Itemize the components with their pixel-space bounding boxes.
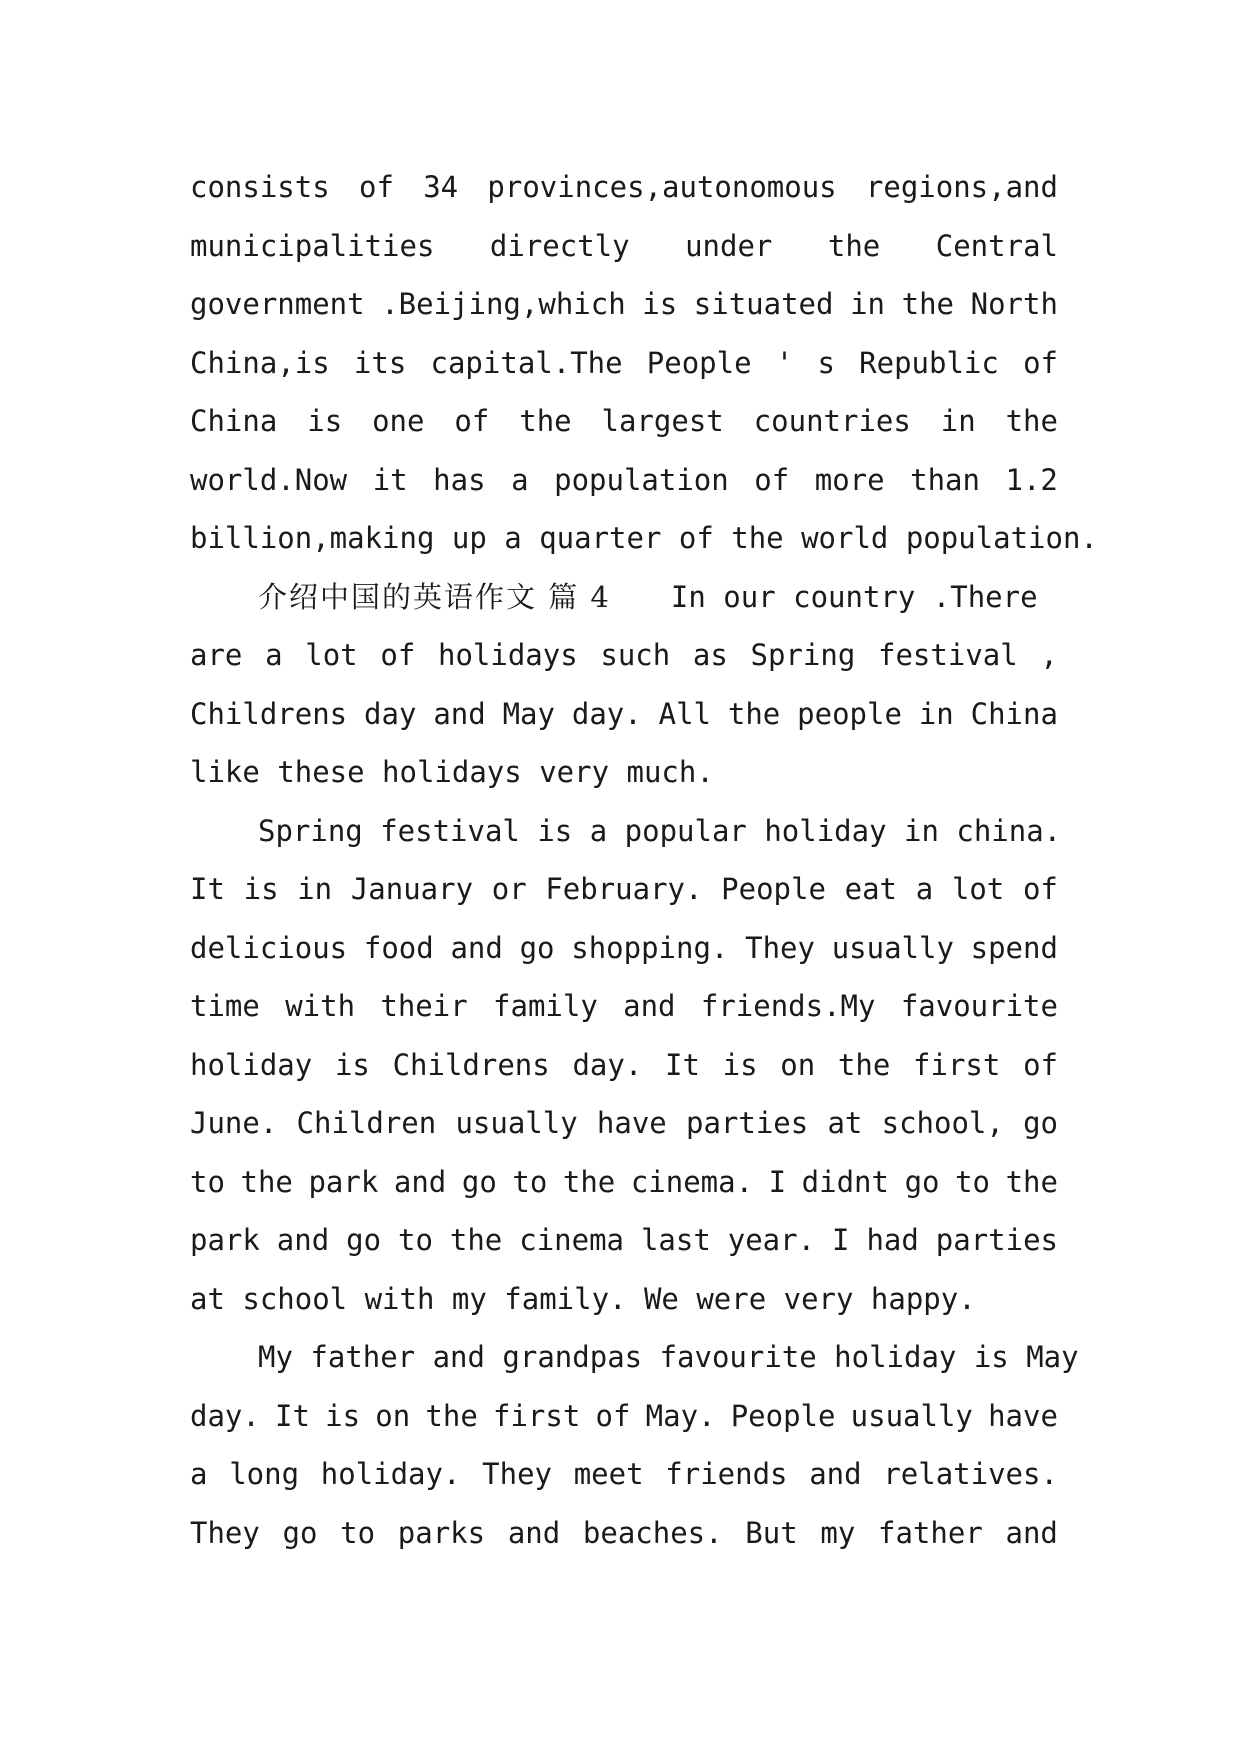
text-line: billion,making up a quarter of the world population. bbox=[190, 521, 1098, 555]
word: parks bbox=[397, 1515, 486, 1550]
word: time bbox=[190, 989, 260, 1023]
word: holiday bbox=[190, 1047, 313, 1082]
text-line bbox=[190, 977, 1058, 1036]
word: is bbox=[642, 287, 678, 321]
word: I bbox=[832, 1223, 850, 1257]
word: directly bbox=[489, 228, 630, 263]
word: and bbox=[507, 1515, 561, 1550]
word: People bbox=[730, 1398, 836, 1433]
text-line bbox=[190, 919, 1058, 978]
word: a bbox=[265, 638, 283, 672]
word: parties bbox=[686, 1106, 809, 1140]
word: , bbox=[1040, 638, 1058, 672]
word: and bbox=[433, 696, 486, 731]
word: world.Now bbox=[190, 462, 348, 497]
word: It bbox=[275, 1398, 310, 1433]
word: the bbox=[727, 696, 781, 731]
text-line bbox=[190, 1211, 1058, 1270]
text-line bbox=[190, 334, 1058, 393]
word: People bbox=[646, 345, 752, 380]
word: Republic bbox=[859, 345, 999, 380]
word: of bbox=[595, 1398, 631, 1433]
word: park bbox=[308, 1164, 379, 1199]
word: All bbox=[658, 696, 711, 731]
word: and bbox=[623, 989, 676, 1023]
word: and bbox=[809, 1457, 862, 1491]
text-line bbox=[190, 1387, 1058, 1446]
word: and bbox=[393, 1164, 447, 1199]
word: under bbox=[685, 228, 773, 263]
word: the bbox=[837, 1047, 891, 1082]
text-line: at school with my family. We were very happy. bbox=[190, 1281, 976, 1316]
word: their bbox=[380, 989, 468, 1023]
word: park bbox=[190, 1223, 260, 1257]
word: delicious bbox=[190, 930, 348, 965]
word: North bbox=[970, 287, 1058, 321]
word: relatives. bbox=[883, 1457, 1058, 1491]
word: have bbox=[596, 1106, 667, 1140]
text-line bbox=[190, 451, 1058, 510]
word: municipalities bbox=[190, 228, 435, 263]
word: didnt bbox=[801, 1164, 889, 1199]
word: countries bbox=[753, 404, 911, 438]
word: But bbox=[745, 1515, 798, 1550]
word: ' bbox=[775, 345, 794, 380]
word: first bbox=[493, 1398, 581, 1433]
section-heading: 介绍中国的英语作文 篇 4 bbox=[258, 579, 611, 614]
word: meet bbox=[573, 1457, 644, 1491]
word: to bbox=[190, 1164, 225, 1199]
word: one bbox=[372, 404, 425, 438]
word: had bbox=[866, 1223, 919, 1257]
word: in bbox=[850, 287, 886, 321]
word: holidays bbox=[437, 638, 578, 672]
text-line bbox=[190, 1153, 1058, 1212]
word: food bbox=[363, 930, 434, 965]
word: year. bbox=[727, 1223, 816, 1257]
word: friends bbox=[665, 1457, 788, 1491]
text-line bbox=[190, 392, 1058, 451]
word: go bbox=[282, 1515, 318, 1550]
word: school, bbox=[881, 1106, 1004, 1140]
word: are bbox=[190, 638, 243, 672]
word: parties bbox=[935, 1223, 1058, 1257]
text-line: Spring festival is a popular holiday in china. bbox=[258, 813, 1062, 848]
word: the bbox=[449, 1223, 503, 1257]
word: go bbox=[904, 1164, 940, 1199]
word: in bbox=[940, 404, 976, 438]
word: go bbox=[346, 1223, 382, 1257]
text-line bbox=[190, 1036, 1058, 1095]
word: usually bbox=[850, 1398, 973, 1433]
word: in bbox=[297, 872, 333, 906]
word: I bbox=[768, 1164, 787, 1199]
word: Children bbox=[296, 1106, 437, 1140]
word: the bbox=[1005, 1164, 1058, 1199]
word: They bbox=[745, 930, 815, 965]
word: of bbox=[754, 462, 790, 497]
word: is bbox=[325, 1398, 361, 1433]
text-line-fragment: In our country .There bbox=[670, 579, 1038, 614]
word: as bbox=[692, 638, 728, 672]
word: situated bbox=[693, 287, 834, 321]
word: holiday. bbox=[320, 1457, 461, 1491]
text-line bbox=[190, 1445, 1058, 1504]
word: Childrens bbox=[190, 696, 348, 731]
word: Spring bbox=[750, 638, 856, 672]
text-line bbox=[190, 685, 1058, 744]
word: June. bbox=[190, 1106, 278, 1140]
word: cinema bbox=[519, 1223, 624, 1257]
text-line bbox=[190, 626, 1058, 685]
word: China bbox=[190, 404, 278, 438]
word: favourite bbox=[900, 989, 1058, 1023]
word: beaches. bbox=[582, 1515, 723, 1550]
word: provinces,autonomous bbox=[487, 170, 837, 204]
word: .Beijing,which bbox=[381, 287, 626, 321]
word: usually bbox=[831, 930, 954, 965]
word: May bbox=[502, 696, 555, 731]
word: first bbox=[913, 1047, 1001, 1082]
word: is bbox=[334, 1047, 370, 1082]
word: to bbox=[340, 1515, 376, 1550]
word: of bbox=[1023, 1047, 1058, 1082]
word: consists bbox=[190, 170, 330, 204]
word: more bbox=[814, 462, 885, 497]
word: than bbox=[910, 462, 980, 497]
word: cinema. bbox=[630, 1164, 754, 1199]
word: s bbox=[817, 345, 835, 380]
word: last bbox=[640, 1223, 711, 1257]
word: on bbox=[780, 1047, 816, 1082]
word: May. bbox=[645, 1398, 716, 1433]
word: the bbox=[901, 287, 955, 321]
word: such bbox=[600, 638, 671, 672]
word: They bbox=[190, 1515, 260, 1550]
word: on bbox=[375, 1398, 411, 1433]
word: and bbox=[450, 930, 503, 965]
word: of bbox=[1023, 345, 1058, 380]
word: 1.2 bbox=[1005, 462, 1058, 497]
word: Childrens bbox=[392, 1047, 550, 1082]
word: or bbox=[491, 872, 527, 906]
word: Central bbox=[935, 228, 1058, 263]
word: People bbox=[721, 872, 826, 906]
word: it bbox=[372, 462, 408, 497]
word: its bbox=[353, 345, 407, 380]
word: and bbox=[276, 1223, 330, 1257]
word: is bbox=[243, 872, 279, 906]
word: It bbox=[190, 872, 225, 906]
word: population bbox=[554, 462, 729, 497]
word: day. bbox=[571, 696, 642, 731]
word: go bbox=[519, 930, 555, 965]
word: day. bbox=[572, 1047, 643, 1082]
word: father bbox=[878, 1515, 983, 1550]
text-line: My father and grandpas favourite holiday is May bbox=[258, 1340, 1079, 1374]
word: the bbox=[425, 1398, 478, 1433]
word: 34 bbox=[423, 170, 459, 204]
word: the bbox=[240, 1164, 293, 1199]
text-line bbox=[190, 860, 1058, 919]
word: go bbox=[461, 1164, 497, 1199]
word: the bbox=[1005, 404, 1058, 438]
word: my bbox=[820, 1515, 856, 1550]
word: day bbox=[364, 696, 417, 731]
word: of bbox=[380, 638, 416, 672]
text-line bbox=[190, 1504, 1058, 1563]
word: eat bbox=[844, 872, 898, 906]
word: It bbox=[665, 1047, 700, 1082]
word: people bbox=[797, 696, 902, 731]
word: to bbox=[512, 1164, 548, 1199]
text-line bbox=[190, 1094, 1058, 1153]
section-heading-line bbox=[190, 568, 1058, 627]
word: regions,and bbox=[865, 170, 1058, 204]
word: day. bbox=[190, 1398, 260, 1433]
text-line: like these holidays very much. bbox=[190, 755, 714, 789]
word: China,is bbox=[190, 345, 330, 380]
word: January bbox=[350, 872, 474, 906]
word: They bbox=[482, 1457, 552, 1491]
word: February. bbox=[545, 872, 703, 906]
word: of bbox=[1022, 872, 1058, 906]
word: festival bbox=[878, 638, 1018, 672]
word: to bbox=[955, 1164, 990, 1199]
text-line bbox=[190, 217, 1058, 276]
word: China bbox=[970, 696, 1058, 731]
word: in bbox=[918, 696, 954, 731]
word: a bbox=[915, 872, 934, 906]
word: a bbox=[511, 462, 529, 497]
word: the bbox=[562, 1164, 616, 1199]
word: and bbox=[1005, 1515, 1058, 1550]
word: a bbox=[190, 1457, 208, 1491]
word: usually bbox=[455, 1106, 578, 1140]
text-line bbox=[190, 158, 1058, 217]
word: shopping. bbox=[571, 930, 729, 965]
word: go bbox=[1023, 1106, 1058, 1140]
word: of bbox=[358, 170, 394, 204]
word: has bbox=[433, 462, 486, 497]
word: of bbox=[454, 404, 490, 438]
word: lot bbox=[951, 872, 1005, 906]
word: at bbox=[827, 1106, 863, 1140]
word: is bbox=[722, 1047, 758, 1082]
word: capital.The bbox=[430, 345, 623, 380]
word: friends.My bbox=[700, 989, 876, 1023]
word: to bbox=[398, 1223, 433, 1257]
word: have bbox=[988, 1398, 1058, 1433]
word: government bbox=[190, 287, 365, 321]
word: with bbox=[285, 989, 356, 1023]
word: the bbox=[827, 228, 881, 263]
word: largest bbox=[601, 404, 724, 438]
word: lot bbox=[305, 638, 358, 672]
word: the bbox=[519, 404, 572, 438]
word: long bbox=[229, 1457, 300, 1491]
word: spend bbox=[970, 930, 1058, 965]
document-body bbox=[190, 158, 1098, 1562]
word: family bbox=[493, 989, 598, 1023]
text-line bbox=[190, 275, 1058, 334]
word: is bbox=[307, 404, 343, 438]
